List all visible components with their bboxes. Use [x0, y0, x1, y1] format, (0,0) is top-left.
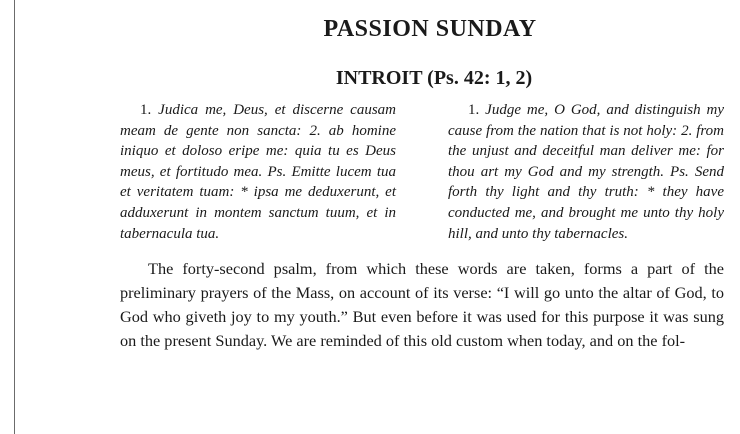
- latin-text: Judica me, Deus, et discerne causam meam de gente non sancta: 2. ab homine iniquo et doloso eripe me: quia tu es Deus meus, et fortitudo mea. Ps. Emitte lucem tua et veritatem tuam: * ipsa me deduxerunt, et adduxerunt in montem sanctum tuum, et in tabernacula tua.: [120, 102, 396, 242]
- english-verse-number: 1.: [468, 102, 480, 118]
- english-paragraph: [448, 100, 724, 244]
- english-text: Judge me, O God, and distinguish my cause from the nation that is not holy: 2. from the unjust and deceitful man deliver me: for thou art my God and my strength. Ps. Send forth thy light and thy truth: * they have conducted me, and brought me unto thy holy hill, and unto thy tabernacles.: [448, 102, 724, 242]
- latin-column: [120, 100, 396, 244]
- margin-rule: [14, 0, 15, 434]
- introit-columns: [120, 100, 724, 244]
- latin-paragraph: [120, 100, 396, 244]
- english-column: [448, 100, 724, 244]
- section-subtitle: INTROIT (Ps. 42: 1, 2): [335, 67, 533, 89]
- page-title: PASSION SUNDAY: [323, 16, 537, 42]
- book-page: [120, 10, 724, 369]
- commentary-paragraph: The forty-second psalm, from which these words are taken, forms a part of the preliminary prayers of the Mass, on account of its verse: “I will go unto the altar of God, to God who giveth joy to my youth.” But even before it was used for this purpose it was sung on the present Sunday. We are reminded of this old custom when today, and on the fol-: [120, 259, 724, 351]
- latin-verse-number: 1.: [140, 102, 152, 118]
